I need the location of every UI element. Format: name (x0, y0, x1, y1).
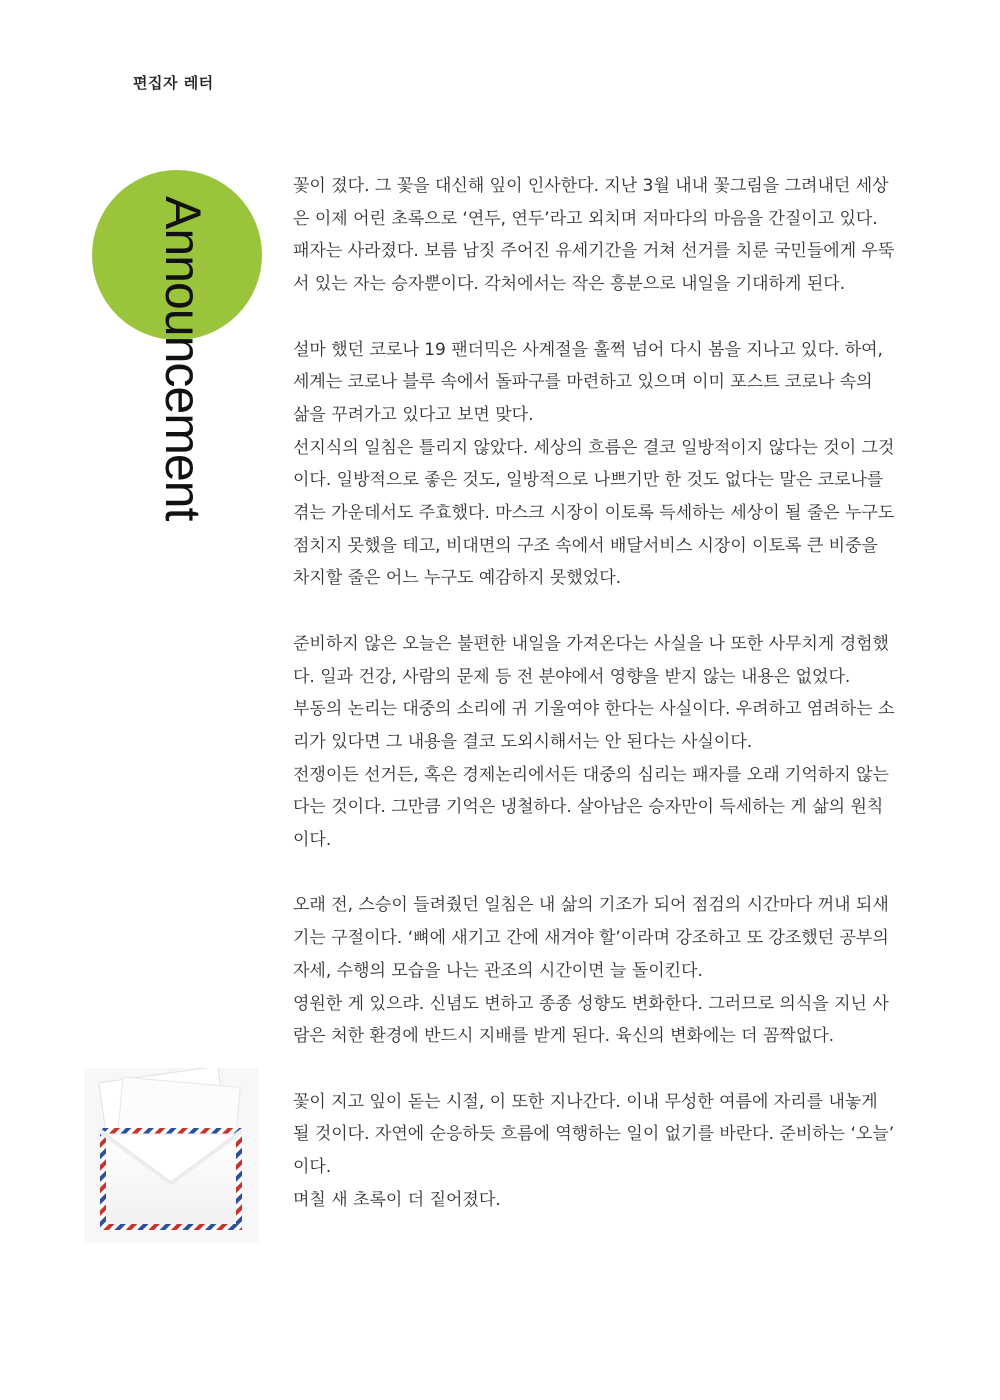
paragraph (293, 1086, 903, 1217)
paragraph-line: 서 있는 자는 승자뿐이다. 각처에서는 작은 흥분으로 내일을 기대하게 된다. (293, 274, 846, 295)
paragraph-line: 기는 구절이다. ‘뼈에 새기고 간에 새겨야 할’이라며 강조하고 또 강조했던 공부의 (293, 928, 889, 949)
paragraph (293, 170, 903, 301)
paragraph-line: 오래 전, 스승이 들려줬던 일침은 내 삶의 기조가 되어 점검의 시간마다 꺼내 되새 (293, 895, 889, 916)
paragraph-line: 이다. (293, 830, 332, 851)
paragraph-line: 겪는 가운데서도 주효했다. 마스크 시장이 이토록 득세하는 세상이 될 줄은 누구도 (293, 503, 895, 524)
paragraph-line: 세계는 코로나 블루 속에서 돌파구를 마련하고 있으며 이미 포스트 코로나 속의 (293, 372, 873, 393)
paragraph-line: 차지할 줄은 어느 누구도 예감하지 못했었다. (293, 568, 622, 589)
paragraph-line: 점치지 못했을 테고, 비대면의 구조 속에서 배달서비스 시장이 이토록 큰 비중을 (293, 535, 878, 556)
paragraph-line: 며칠 새 초록이 더 짙어졌다. (293, 1189, 501, 1210)
paragraph (293, 334, 903, 596)
paragraph-line: 영원한 게 있으랴. 신념도 변하고 종종 성향도 변화한다. 그러므로 의식을 지닌 사 (293, 993, 889, 1014)
paragraph-line: 꽃이 졌다. 그 꽃을 대신해 잎이 인사한다. 지난 3월 내내 꽃그림을 그려내던 세상 (293, 176, 889, 196)
paragraph-line: 꽃이 지고 잎이 돋는 시절, 이 또한 지나간다. 이내 무성한 여름에 자리를 내놓게 (293, 1091, 878, 1112)
paragraph-line: 삶을 꾸려가고 있다고 보면 맞다. (293, 404, 534, 425)
paragraph-line: 다는 것이다. 그만큼 기억은 냉철하다. 살아남은 승자만이 득세하는 게 삶의 원칙 (293, 797, 884, 818)
paragraph-line: 설마 했던 코로나 19 팬더믹은 사계절을 훌쩍 넘어 다시 봄을 지나고 있다. 하여, (293, 339, 883, 360)
letter-body (293, 170, 903, 1216)
paragraph-line: 될 것이다. 자연에 순응하듯 흐름에 역행하는 일이 없기를 바란다. 준비하는 ‘오늘’ (293, 1124, 895, 1145)
paragraph-line: 패자는 사라졌다. 보름 남짓 주어진 유세기간을 거쳐 선거를 치룬 국민들에게 우뚝 (293, 241, 895, 262)
paragraph-line: 리가 있다면 그 내용을 결코 도외시해서는 안 된다는 사실이다. (293, 731, 753, 752)
paragraph-line: 부동의 논리는 대중의 소리에 귀 기울여야 한다는 사실이다. 우려하고 염려하는 소 (293, 699, 895, 720)
paragraph-line: 람은 처한 환경에 반드시 지배를 받게 된다. 육신의 변화에는 더 꼼짝없다. (293, 1026, 835, 1047)
announcement-title: Announcement (155, 196, 211, 521)
paragraph (293, 889, 903, 1053)
paragraph-line: 다. 일과 건강, 사람의 문제 등 전 분야에서 영향을 받지 않는 내용은 없었다. (293, 666, 851, 687)
paragraph-line: 전쟁이든 선거든, 혹은 경제논리에서든 대중의 심리는 패자를 오래 기억하지 않는 (293, 764, 889, 785)
paragraph-line: 준비하지 않은 오늘은 불편한 내일을 가져온다는 사실을 나 또한 사무치게 경험했 (293, 633, 889, 654)
paragraph-line: 자세, 수행의 모습을 나는 관조의 시간이면 늘 돌이킨다. (293, 960, 703, 981)
paragraph-line: 은 이제 어린 초록으로 ‘연두, 연두’라고 외치며 저마다의 마음을 간질이고 있다. (293, 208, 878, 229)
paragraph-line: 선지식의 일침은 틀리지 않았다. 세상의 흐름은 결코 일방적이지 않다는 것이 그것 (293, 437, 895, 458)
section-label: 편집자 레터 (133, 74, 214, 92)
paragraph-line: 이다. 일방적으로 좋은 것도, 일방적으로 나쁘기만 한 것도 없다는 말은 코로나를 (293, 470, 884, 491)
paragraph (293, 628, 903, 857)
paragraph-line: 이다. (293, 1157, 332, 1178)
airmail-envelope-icon (84, 1068, 259, 1243)
